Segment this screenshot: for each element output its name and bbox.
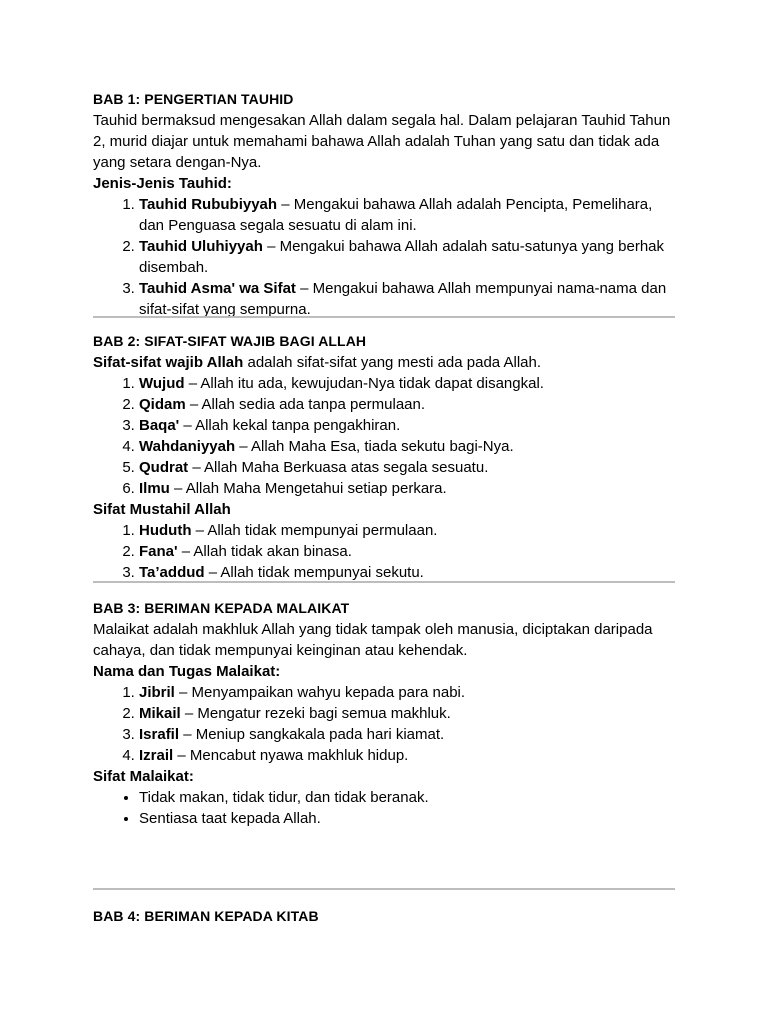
description: – Mengakui bahawa Allah mempunyai nama-nama dan sifat-sifat yang sempurna. [139, 280, 667, 318]
section-heading: BAB 2: SIFAT-SIFAT WAJIB BAGI ALLAH [93, 333, 367, 349]
description: – Mencabut nyawa makhluk hidup. [173, 747, 409, 764]
intro-paragraph [93, 352, 675, 373]
description: – Menyampaikan wahyu kepada para nabi. [174, 684, 466, 701]
term: Israfil [139, 726, 180, 743]
sifat-malaikat-list [93, 787, 675, 829]
term: Huduth [139, 522, 192, 539]
description: – Allah kekal tanpa pengakhiran. [179, 417, 401, 434]
sifat-mustahil-list [93, 520, 675, 583]
list-item [139, 236, 675, 278]
description: – Allah tidak akan binasa. [177, 543, 352, 560]
list-item [139, 703, 675, 724]
list-item [139, 278, 675, 320]
intro-paragraph: Tauhid bermaksud mengesakan Allah dalam segala hal. Dalam pelajaran Tauhid Tahun 2, murid diajar untuk memahami bahawa Allah adalah Tuhan yang satu dan tidak ada yang setara dengan-Nya. [93, 112, 671, 171]
section-heading: BAB 1: PENGERTIAN TAUHID [93, 91, 294, 107]
description: – Allah Maha Berkuasa atas segala sesuatu. [188, 459, 489, 476]
term: Tauhid Rububiyyah [139, 196, 278, 213]
list-item [139, 373, 675, 394]
description: – Mengatur rezeki bagi semua makhluk. [180, 705, 451, 722]
list-item [139, 415, 675, 436]
section-bab-3 [93, 598, 675, 829]
section-bab-1 [93, 89, 675, 320]
intro-term: Sifat-sifat wajib Allah [93, 354, 244, 371]
intro-rest: adalah sifat-sifat yang mesti ada pada Allah. [243, 354, 541, 371]
subheading: Jenis-Jenis Tauhid: [93, 175, 232, 192]
term: Wahdaniyyah [139, 438, 236, 455]
term: Mikail [139, 705, 181, 722]
description: – Allah tidak mempunyai sekutu. [204, 564, 424, 581]
description: – Mengakui bahawa Allah adalah satu-satunya yang berhak disembah. [139, 238, 665, 276]
term: Izrail [139, 747, 174, 764]
section-bab-4 [93, 906, 675, 927]
term: Fana' [139, 543, 178, 560]
subheading: Sifat Malaikat: [93, 768, 194, 785]
list-item [139, 541, 675, 562]
list-item [139, 394, 675, 415]
bullet-item: • Sentiasa taat kepada Allah. [139, 808, 675, 829]
term: Ilmu [139, 480, 170, 497]
section-divider [93, 581, 675, 583]
bullet-item: • Tidak makan, tidak tidur, dan tidak beranak. [139, 787, 675, 808]
term: Tauhid Asma' wa Sifat [139, 280, 296, 297]
term: Wujud [139, 375, 185, 392]
list-item [139, 682, 675, 703]
description: – Allah itu ada, kewujudan-Nya tidak dapat disangkal. [184, 375, 544, 392]
section-divider [93, 316, 675, 318]
description: – Meniup sangkakala pada hari kiamat. [179, 726, 445, 743]
intro-paragraph: Malaikat adalah makhluk Allah yang tidak tampak oleh manusia, diciptakan daripada cahaya, dan tidak mempunyai keinginan atau kehendak. [93, 621, 653, 659]
description: – Mengakui bahawa Allah adalah Pencipta, Pemelihara, dan Penguasa segala sesuatu di alam ini. [139, 196, 653, 234]
subheading: Sifat Mustahil Allah [93, 501, 231, 518]
description: – Allah tidak mempunyai permulaan. [191, 522, 438, 539]
sifat-wajib-list [93, 373, 675, 499]
term: Qudrat [139, 459, 189, 476]
term: Jibril [139, 684, 175, 701]
list-item [139, 457, 675, 478]
subheading: Nama dan Tugas Malaikat: [93, 663, 281, 680]
list-item [139, 745, 675, 766]
section-bab-2 [93, 331, 675, 583]
list-item [139, 436, 675, 457]
section-heading: BAB 4: BERIMAN KEPADA KITAB [93, 908, 319, 924]
section-heading: BAB 3: BERIMAN KEPADA MALAIKAT [93, 600, 350, 616]
description: – Allah Maha Esa, tiada sekutu bagi-Nya. [235, 438, 514, 455]
section-divider [93, 888, 675, 890]
term: Ta’addud [139, 564, 205, 581]
term: Qidam [139, 396, 186, 413]
term: Tauhid Uluhiyyah [139, 238, 263, 255]
list-item [139, 724, 675, 745]
term: Baqa' [139, 417, 180, 434]
list-item [139, 520, 675, 541]
list-item [139, 194, 675, 236]
list-item [139, 562, 675, 583]
description: – Allah sedia ada tanpa permulaan. [185, 396, 426, 413]
description: – Allah Maha Mengetahui setiap perkara. [169, 480, 447, 497]
malaikat-list [93, 682, 675, 766]
tauhid-types-list [93, 194, 675, 320]
list-item [139, 478, 675, 499]
